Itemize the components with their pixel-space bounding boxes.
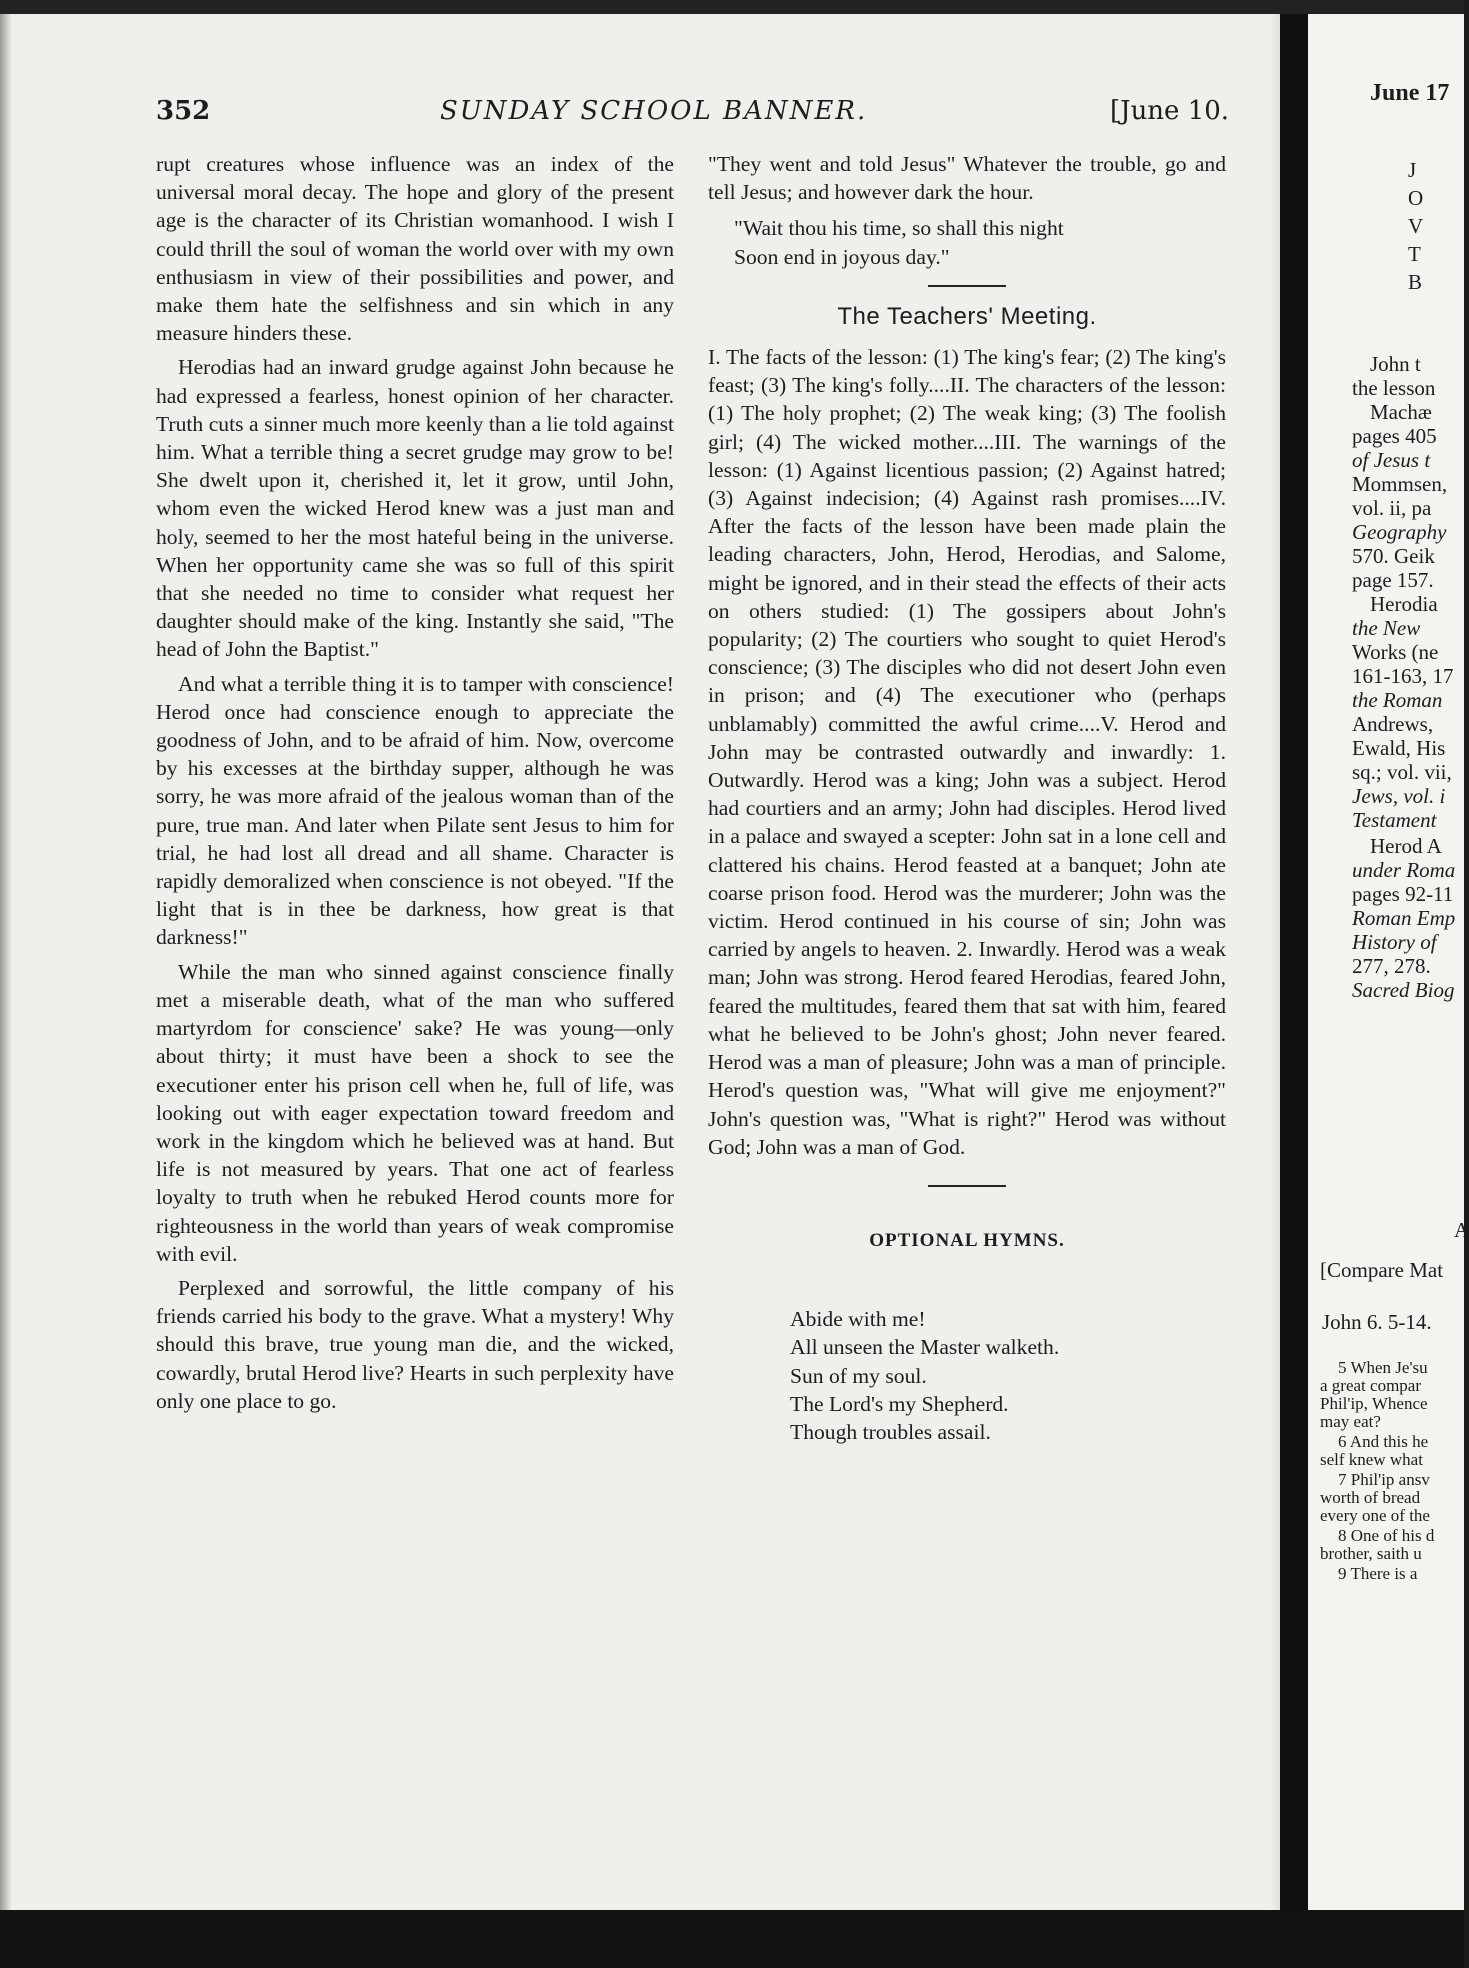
facing-fragment-line: every one of the (1320, 1506, 1430, 1525)
facing-fragment-line: John 6. 5-14. (1322, 1310, 1432, 1334)
facing-fragment-line: Ewald, His (1352, 736, 1446, 760)
facing-fragment-line: John t (1370, 352, 1421, 376)
facing-fragment-line: Herodia (1370, 592, 1438, 616)
book-spine (1280, 14, 1308, 1910)
optional-hymns-heading: OPTIONAL HYMNS. (869, 1229, 1065, 1251)
facing-fragment-line: may eat? (1320, 1412, 1381, 1431)
hymn-item: All unseen the Master walketh. (790, 1335, 1060, 1360)
facing-fragment-line: Herod A (1370, 834, 1442, 858)
section-divider (928, 1185, 1006, 1187)
facing-fragment-line: J (1408, 158, 1417, 182)
facing-fragment-line: a great compar (1320, 1376, 1421, 1395)
page-number: 352 (156, 96, 211, 126)
quote-line: "Wait thou his time, so shall this night (734, 216, 1064, 241)
facing-fragment-line: Roman Emp (1352, 906, 1456, 930)
facing-fragment-line: 5 When Je'su (1338, 1358, 1428, 1377)
hymn-item: Abide with me! (790, 1307, 926, 1332)
facing-fragment-line: Phil'ip, Whence (1320, 1394, 1428, 1413)
running-title: SUNDAY SCHOOL BANNER. (440, 96, 868, 126)
facing-fragment-line: the Roman (1352, 688, 1443, 712)
paragraph: And what a terrible thing it is to tamper with conscience! Herod once had conscience enough to appreciate the goodness of John, and to be afraid of him. Now, overcome by his excesses at the birthday supper, although he was sorry, he was more afraid of the jealous woman than of the pure, true man. And later when Pilate sent Jesus to him for trial, he had lost all dread and all shame. Character is rapidly demoralized when conscience is not obeyed. "If the light that is in thee be darkness, how great is that darkness!" (156, 671, 674, 950)
facing-fragment-line: B (1408, 270, 1423, 294)
facing-fragment-line: Works (ne (1352, 640, 1439, 664)
facing-fragment-line: T (1408, 242, 1421, 266)
facing-fragment-line: Jews, vol. i (1352, 784, 1446, 808)
facing-fragment-line: O (1408, 186, 1424, 210)
facing-fragment-line: Machæ (1370, 400, 1432, 424)
teachers-meeting-text: I. The facts of the lesson: (1) The king's fear; (2) The king's feast; (3) The king's folly....II. The characters of the lesson: (1) The holy prophet; (2) The weak king; (3) The foolish girl; (4) The wicked mother....III. The warnings of the lesson: (1) Against licentious passion; (2) Against hatred; (3) Against indecision; (4) Against rash promises....IV. After the facts of the lesson have been made plain the leading characters, John, Herod, Herodias, and Salome, might be ignored, and in their stead the effects of their acts on others studied: (1) The gossipers about John's popularity; (2) The courtiers who sought to quiet Herod's conscience; (3) The disciples who did not desert John even in prison; and (4) The executioner who (perhaps unblamably) committed the awful crime....V. Herod and John may be contrasted outwardly and inwardly: 1. Outwardly. Herod was a king; John was a subject. Herod had courtiers and an army; John had disciples. Herod lived in a palace and swayed a scepter: John sat in a lone cell and clattered his chains. Herod feasted at a banquet; John ate coarse prison food. Herod was the murderer; John was the victim. Herod continued in his course of sin; John was carried by angels to heaven. 2. Inwardly. Herod was a weak man; John was strong. Herod feared Herodias, feared John, feared the multitudes, feared them that sat with him, feared what he believed to be John's ghost; John never feared. Herod was a man of pleasure; John was a man of principle. Herod's question was, "What will give me enjoyment?" John's question was, "What is right?" Herod was without God; John was a man of God. (708, 345, 1226, 1159)
intro-paragraph: "They went and told Jesus" Whatever the trouble, go and tell Jesus; and however dark the hour. (708, 152, 1226, 205)
left-column (156, 150, 674, 1421)
facing-fragment-line: self knew what (1320, 1450, 1423, 1469)
facing-fragment-line: History of (1352, 930, 1437, 954)
section-divider (928, 285, 1006, 287)
facing-fragment-line: 277, 278. (1352, 954, 1431, 978)
facing-fragment-line: 570. Geik (1352, 544, 1435, 568)
facing-fragment-line: Testament (1352, 808, 1437, 832)
facing-fragment-line: under Roma (1352, 858, 1456, 882)
facing-fragment-line: 161-163, 17 (1352, 664, 1454, 688)
facing-fragment-line: the New (1352, 616, 1421, 640)
facing-fragment-line: pages 92-11 (1352, 882, 1454, 906)
facing-fragment-line: Mommsen, (1352, 472, 1448, 496)
facing-fragment-line: 6 And this he (1338, 1432, 1429, 1451)
facing-fragment-line: the lesson (1352, 376, 1436, 400)
facing-fragment-line: Andrews, (1352, 712, 1434, 736)
page-left-edge-shadow (0, 14, 12, 1910)
facing-fragment-line: A (1454, 1218, 1469, 1242)
facing-fragment-line: 9 There is a (1338, 1564, 1418, 1583)
facing-fragment-line: [Compare Mat (1320, 1258, 1444, 1282)
facing-fragment-line: of Jesus t (1352, 448, 1431, 472)
paragraph: Perplexed and sorrowful, the little company of his friends carried his body to the grave. What a mystery! Why should this brave, true young man die, and the wicked, cowardly, brutal Herod live? Hearts in such perplexity have only one place to go. (156, 1275, 674, 1413)
facing-fragment-line: page 157. (1352, 568, 1434, 592)
facing-page-header: June 17 (1370, 80, 1450, 106)
facing-fragment-line: 7 Phil'ip ansv (1338, 1470, 1430, 1489)
quote-line: Soon end in joyous day." (734, 244, 950, 269)
facing-fragment-line: brother, saith u (1320, 1544, 1422, 1563)
hymn-item: Sun of my soul. (790, 1363, 927, 1388)
facing-page-fragment (1308, 14, 1469, 1910)
facing-fragment-line: 8 One of his d (1338, 1526, 1435, 1545)
facing-fragment-line: Geography (1352, 520, 1447, 544)
facing-fragment-line: pages 405 (1352, 424, 1437, 448)
right-column (708, 150, 1226, 1446)
hymn-item: Though troubles assail. (790, 1419, 991, 1444)
teachers-meeting-heading: The Teachers' Meeting. (837, 302, 1097, 330)
paragraph: While the man who sinned against conscience finally met a miserable death, what of the man who suffered martyrdom for conscience' sake? He was young—only about thirty; it must have been a shock to see the executioner enter his prison cell when he, full of life, was looking out with eager expectation toward freedom and work in the kingdom which he believed was at hand. But life is not measured by years. That one act of fearless loyalty to truth when he rebuked Herod counts more for righteousness in the world than years of weak compromise with evil. (156, 959, 674, 1266)
facing-fragment-line: Sacred Biog (1352, 978, 1455, 1002)
facing-fragment-line: V (1408, 214, 1424, 238)
scan-top-border (0, 0, 1464, 14)
scan-bottom-border (0, 1910, 1464, 1968)
paragraph: Herodias had an inward grudge against John because he had expressed a fearless, honest opinion of her character. Truth cuts a sinner much more keenly than a lie told against him. What a terrible thing a secret grudge may grow to be! She dwelt upon it, cherished it, let it grow, until John, whom even the wicked Herod knew was a just man and holy, seemed to her the most hateful being in the universe. When her opportunity came she was so full of this spirit that she needed no time to consider what request her daughter should make of the king. Instantly she said, "The head of John the Baptist." (156, 355, 674, 662)
paragraph: rupt creatures whose influence was an index of the universal moral decay. The hope and glory of the present age is the character of its Christian womanhood. I wish I could thrill the soul of woman the world over with my own enthusiasm in view of their possibilities and power, and make them hate the selfishness and sin which in any measure hinders these. (156, 152, 674, 346)
hymn-item: The Lord's my Shepherd. (790, 1391, 1009, 1416)
hymns-list (708, 1305, 1226, 1446)
header-date: [June 10. (1110, 96, 1230, 126)
facing-fragment-line: vol. ii, pa (1352, 496, 1432, 520)
facing-fragment-line: worth of bread (1320, 1488, 1421, 1507)
facing-fragment-line: sq.; vol. vii, (1352, 760, 1452, 784)
verse-quote (708, 214, 1226, 270)
